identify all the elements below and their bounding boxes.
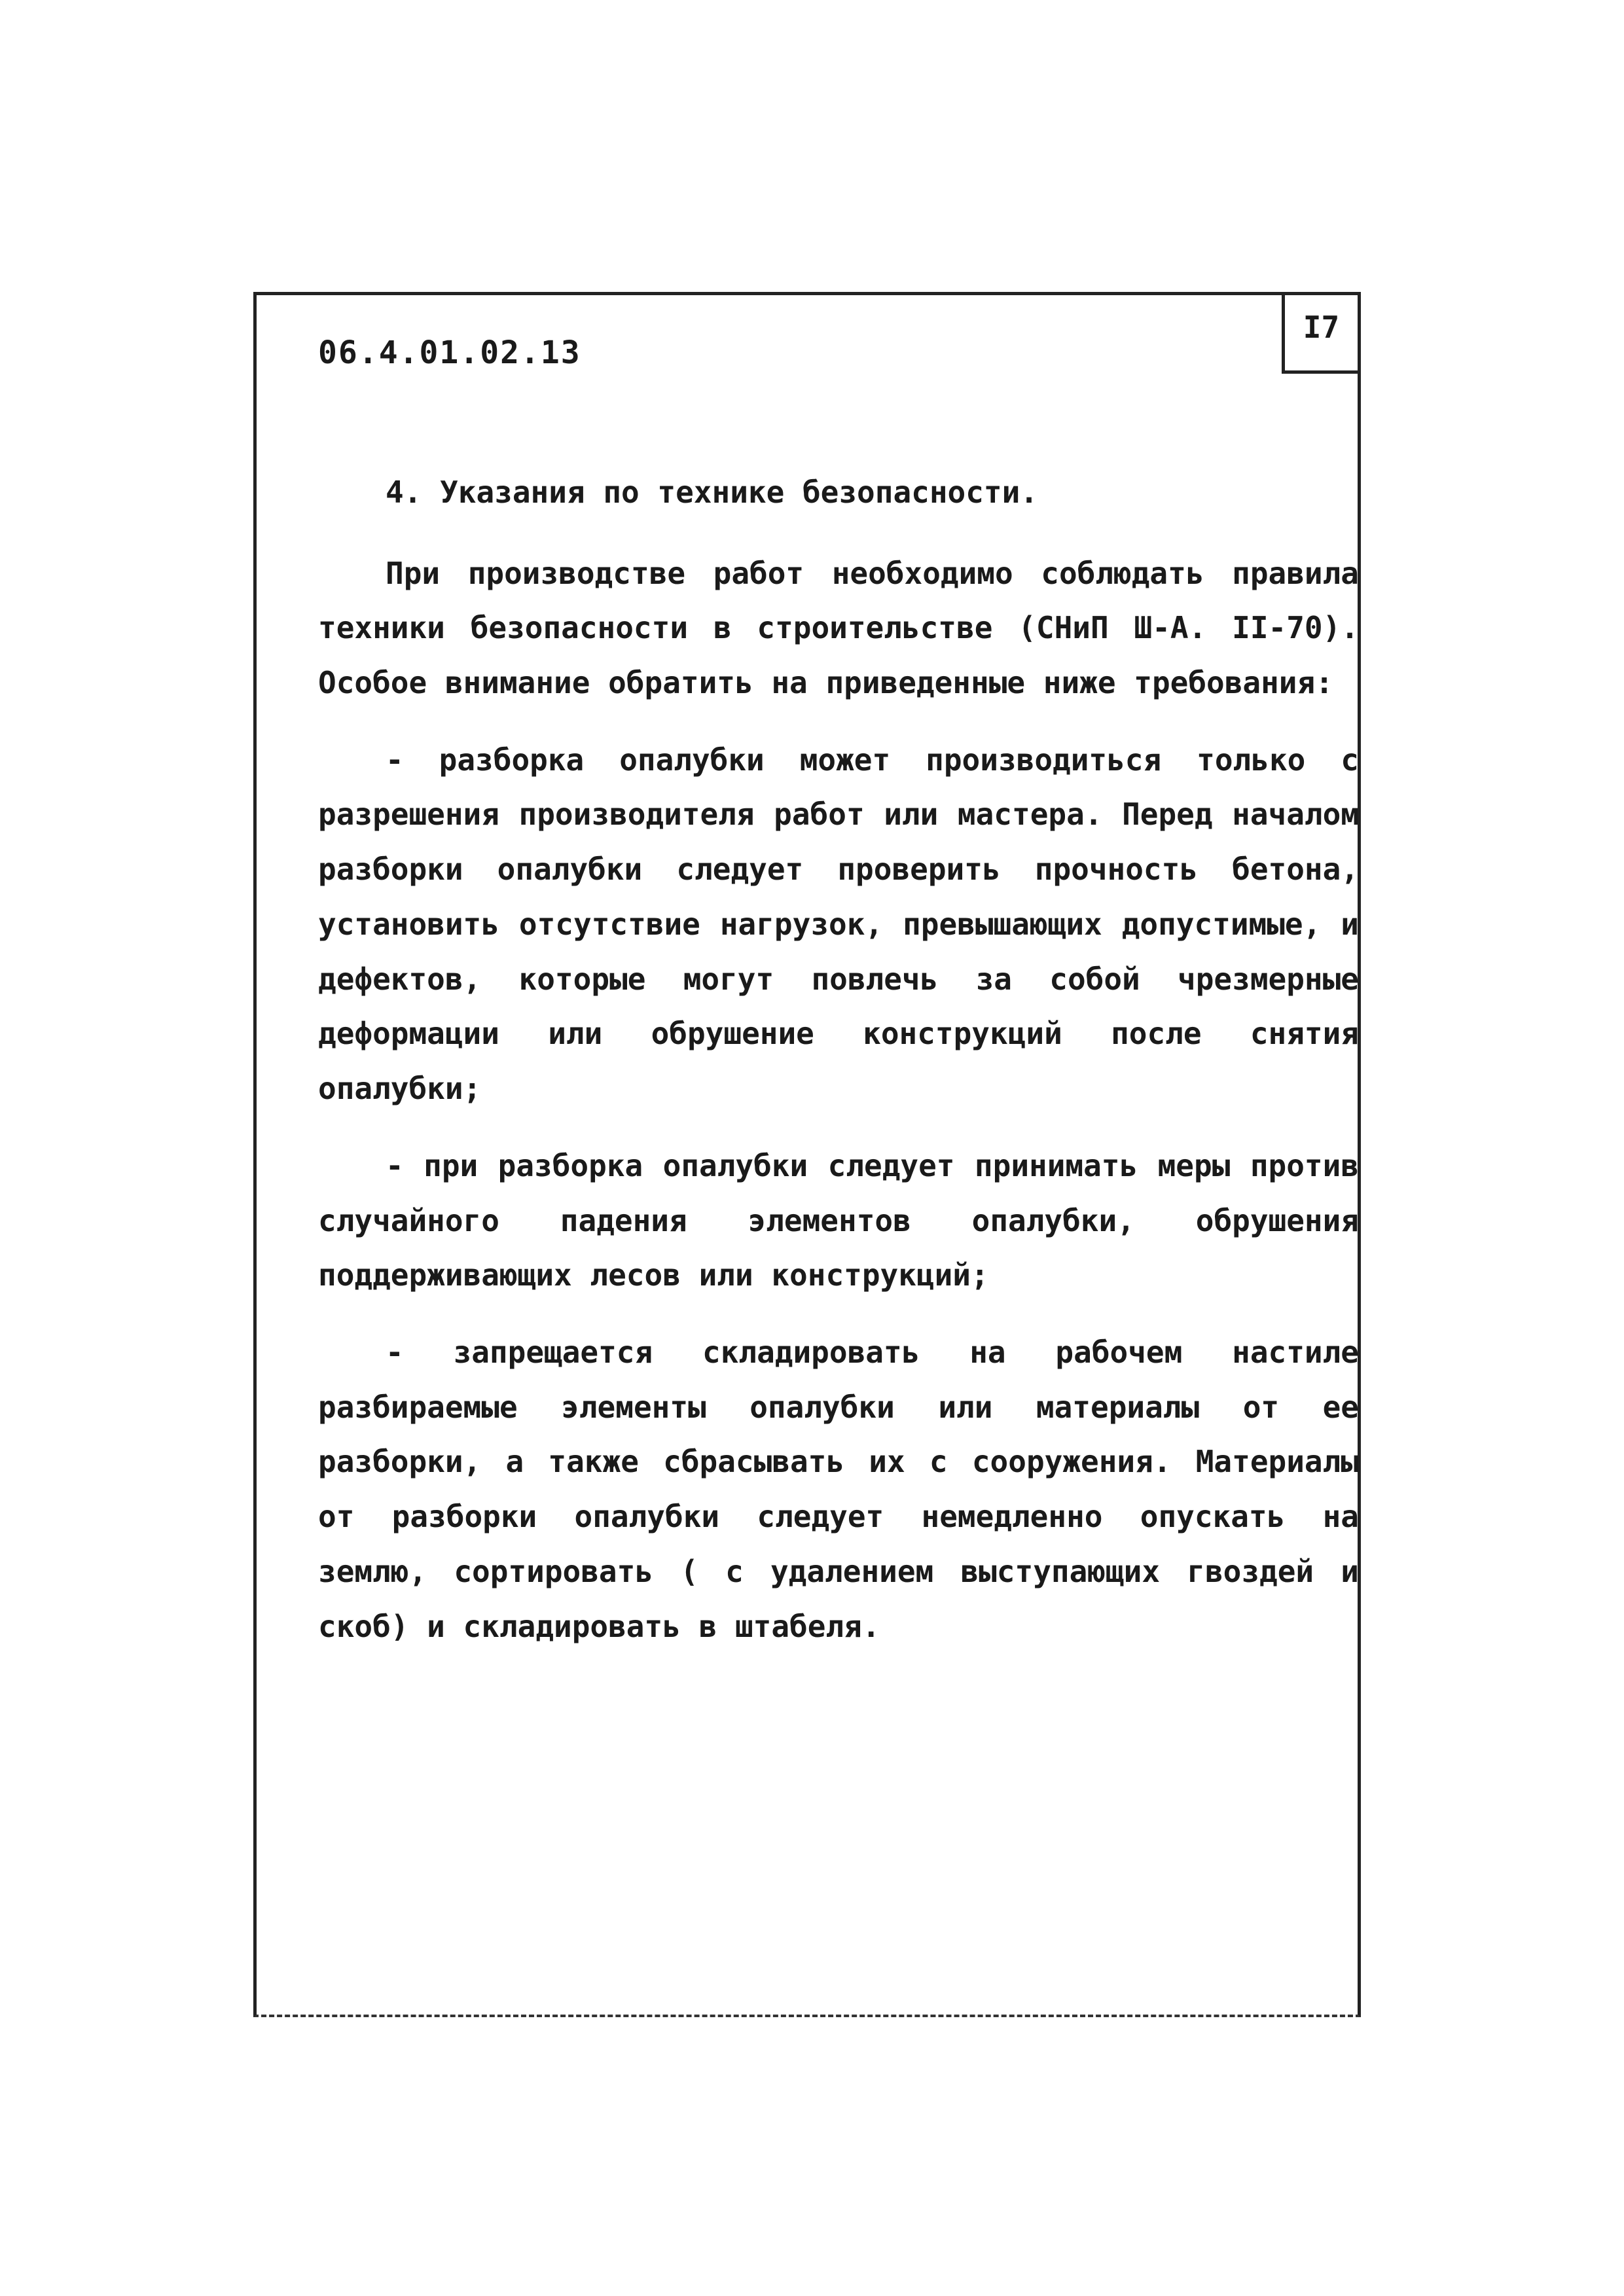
section-heading: 4. Указания по технике безопасности.: [386, 475, 1038, 510]
page-number: I7: [1282, 292, 1361, 374]
intro-paragraph: При производстве работ необходимо соблюдать правила техники безопасности в строительстве (СНиП Ш-А. II-70). Особое внимание обратить на приведенные ниже требования:: [318, 555, 1359, 701]
requirement-paragraph: - разборка опалубки может производиться только с разрешения производителя работ или мастера. Перед началом разборки опалубки следует проверить прочность бетона, установить отсутствие нагрузок, превышающих допустимые, и дефектов, которые могут повлечь за собой чрезмерные деформации или обрушение конструкций после снятия опалубки;: [318, 742, 1359, 1107]
document-body: [318, 469, 1359, 1676]
requirement-paragraph: - запрещается складировать на рабочем настиле разбираемые элементы опалубки или материалы от ее разборки, а также сбрасывать их с сооружения. Материалы от разборки опалубки следует немедленно опускать на землю, сортировать ( с удалением выступающих гвоздей и скоб) и складировать в штабеля.: [318, 1334, 1359, 1644]
page-frame: [253, 292, 1361, 2017]
document-code: 06.4.01.02.13: [318, 334, 581, 371]
requirement-paragraph: - при разборка опалубки следует принимать меры против случайного падения элементов опалубки, обрушения поддерживающих лесов или конструкций;: [318, 1147, 1359, 1293]
